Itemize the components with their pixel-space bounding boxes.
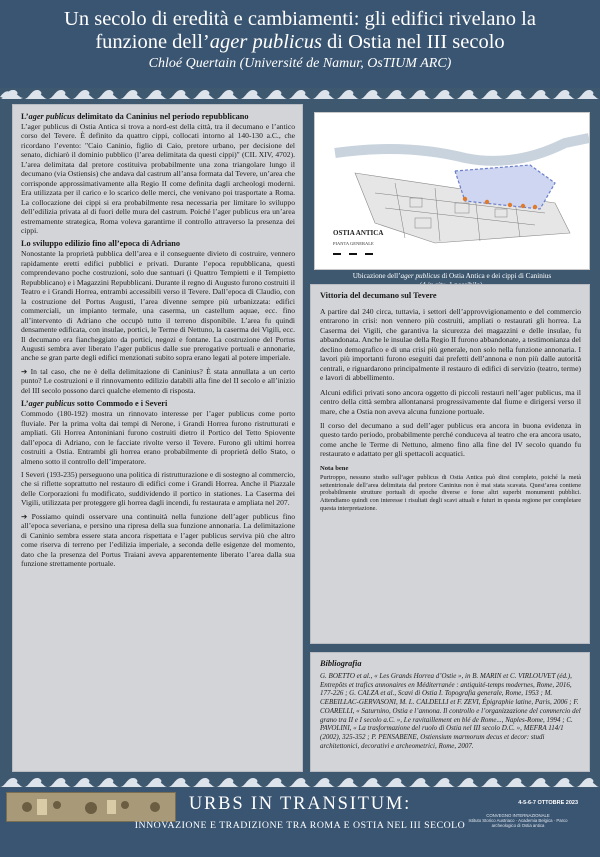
poster-footer bbox=[0, 788, 600, 857]
heading-emphasis: ager publicus bbox=[28, 112, 75, 121]
section-heading-severi bbox=[21, 399, 295, 409]
paragraph: Commodo (180-192) mostra un rinnovato interesse per l’ager publicus come porto fluviale. Per la prima volta dai tempi di Nerone, i Grandi Horrea furono ristrutturati e ampliati. Gli Horrea Antoniniani furono costruiti dietro il Portico del Tetto Spiovente dall’epoca di Adriano, con le facciate rivolte verso il Tevere. Furono gli ultimi horrea costruiti a Ostia. Entrambi gli horrea erano probabilmente di proprietà dello Stato, o almeno sotto il controllo dell’imperatore. bbox=[21, 409, 295, 466]
paragraph: L’ager publicus di Ostia Antica si trova a nord-est della città, tra il decumano e l’antico corso del Tevere. È definito da quattro cippi, collocati intorno al 140-130 a.C., che ricordano l’evento: "Caio Caninio, figlio di Caio, pretore urbano, per decisione del senato, dichiarò il dominio pubblico (l’area delimitata da questi cippi)" (CIL XIV, 4702). L’area delimitata dal pretore costituiva probabilmente una zona triangolare lungo il decumano (via Ostiensis) che andava dal castrum all’ansa formata dal Tevere, un’area che corrisponde approssimativamente alla Regio II come definita dagli archeologi moderni. Era utilizzata per il carico e lo scarico delle merci, che venivano poi trasportate a Roma. La collocazione dei cippi si era probabilmente resa necessaria per limitare lo sviluppo dell’edilizia privata al di fuori delle mura del castrum. Poiché l’ager publicus era un’area estremamente strategica, Roma voleva garantirne il controllo attraverso la presenza dei cippi. bbox=[21, 122, 295, 235]
left-text-panel bbox=[12, 104, 303, 772]
paragraph: I Severi (193-235) perseguono una politica di ristrutturazione e di sostegno al commercio, che si riflette soprattutto nel restauro di edifici come i Grandi Horrea. Anche il Piazzale delle Corporazioni fu modificato, suddividendo il portico in stationes. La Caserma dei Vigili, utilizzata per proteggere gli horrea dagli incendi, fu restaurata e ampliata nel 207. bbox=[21, 469, 295, 508]
caption-em: ager publicus bbox=[400, 272, 440, 280]
heading-emphasis: ager publicus bbox=[28, 399, 75, 409]
right-text-panel bbox=[310, 284, 590, 644]
title-part-em: ager publicus bbox=[209, 31, 322, 53]
paragraph: Il corso del decumano a sud dell’ager publicus era ancora in buona evidenza in questo tardo periodo, probabilmente perché conduceva al teatro che era ancora usato, come anche le Terme di Nettuno, almeno fino alla fine del IV secolo quando fu restaurato e adattato per gli spettacoli acquatici. bbox=[320, 420, 581, 459]
title-line-2 bbox=[0, 31, 600, 54]
wave-border-bottom bbox=[0, 776, 600, 788]
heading-suffix: sotto Commodo e i Severi bbox=[74, 399, 168, 409]
paragraph: Nonostante la proprietà pubblica dell’area e il conseguente divieto di costruire, vennero rapidamente eretti edifici pubblici e privati. Durante l’epoca repubblicana, questi comprendevano poche costruzioni, solo due santuari (i Quattro Tempietti e il Tempietto Repubblicano) e i Magazzini Repubblicani. Durante il regno di Augusto furono costruiti il Teatro e i Grandi Horrea, entrambi accessibili verso il Tevere. Dall’epoca di Claudio, con la costruzione del Portus Augusti, l’area divenne sempre più urbanizzata: edifici commerciali, un impianto termale, una caserma, un castellum aquae, ecc. fino all’intervento di Adriano che occupò tutto il terreno disponibile. L’area fu quindi densamente edificata, con insulae, portici, le Terme di Nettuno, la caserma dei Vigili, ecc. Il decumano era fiancheggiato da portici, negozi e fontane. La costruzione del Portus Augusti sembra aver liberato l’ager publicus dalle sue prerogative portuali e annonarie, anche se gran parte degli edifici menzionati subito sopra erano legati al potere imperiale. bbox=[21, 249, 295, 363]
organizers-line-2: Istituto Storico Austriaco · Academia Belgica · Parco archeologico di Ostia antica bbox=[468, 818, 568, 828]
note-title: Nota bene bbox=[320, 464, 349, 472]
paragraph: ➔ In tal caso, che ne è della delimitazione di Caninius? È stata annullata a un certo punto? Le costruzioni e il rinnovamento edilizio databili alla fine del II secolo e all’inizio del III secolo possono darci qualche elemento di risposta. bbox=[21, 366, 295, 395]
conference-dates: 4-5-6-7 OTTOBRE 2023 bbox=[518, 800, 578, 806]
heading-prefix: L’ bbox=[21, 399, 29, 409]
conference-tagline: INNOVAZIONE E TRADIZIONE TRA ROMA E OSTIA NEL III SECOLO bbox=[134, 820, 466, 831]
ostia-map bbox=[315, 113, 589, 269]
poster-author: Chloé Quertain (Université de Namur, OsTIUM ARC) bbox=[148, 56, 452, 71]
caption-text: Ubicazione dell’ bbox=[352, 272, 401, 280]
wave-border-top bbox=[0, 88, 600, 100]
conference-title: URBS IN TRANSITUM: bbox=[188, 794, 412, 814]
heading-prefix: L’ bbox=[21, 112, 29, 121]
bibliography-heading: Bibliografia bbox=[320, 659, 362, 668]
map-label: OSTIA ANTICA bbox=[333, 229, 384, 237]
paragraph: A partire dal 240 circa, tuttavia, i settori dell’approvvigionamento e del commercio entrarono in crisi: non vennero più costruiti, ampliati o restaurati gli horrea. La Caserma dei Vigili, che garantiva la sicurezza dei magazzini e delle insulae, fu abbandonata. Anche le insulae della Regio II furono abbandonate, a testimonianza del declino demografico e di una crisi più generale, non solo nella funzione annonaria. I lavori più importanti furono eseguiti dai prefetti dell’annona e non più dalle autorità centrali, e riguardarono principalmente il restauro di edifici di servizio (teatro, terme) e lavori di abbellimento. bbox=[320, 307, 581, 383]
paragraph: ➔ Possiamo quindi osservare una continuità nella funzione dell’ager publicus fino all’epoca severiana, e persino una ripresa della sua funzione annonaria. La delimitazione di Caninio sembra essere stata ancora rispettata e l’ager publicus serviva più che altro come riserva di terreno per l’edilizia imperiale, a seconda delle esigenze del momento, dato che la presenza del Portus Traiani aveva apparentemente liberato l’area dalla sua funzione strettamente portuale. bbox=[21, 511, 295, 569]
section-heading-caninius bbox=[21, 112, 295, 122]
conference-organizers bbox=[458, 813, 578, 828]
poster-header bbox=[0, 0, 600, 88]
title-line-1: Un secolo di eredità e cambiamenti: gli edifici rivelano la bbox=[64, 8, 536, 30]
bibliography-panel bbox=[310, 652, 590, 772]
heading-suffix: delimitato da Caninius nel periodo repubblicano bbox=[74, 112, 249, 121]
section-heading-adriano: Lo sviluppo edilizio fino all’epoca di Adriano bbox=[21, 239, 181, 249]
organizers-line-1: CONVEGNO INTERNAZIONALE bbox=[486, 813, 550, 818]
section-heading-decumano: Vittoria del decumano sul Tevere bbox=[320, 291, 437, 300]
note-text: Purtroppo, nessuno studio sull’ager publicus di Ostia Antica può dirsi completo, poiché la metà settentrionale dell’area delimitata dal pretore Caninius non è mai stata scavata. Quest’area contiene probabilmente strutture portuali di epoche diverse e forse altri superbi monumenti pubblici. Attendiamo quindi con interesse i risultati degli scavi attuali e futuri in questa regione per completare questa interpretazione. bbox=[320, 473, 581, 512]
map-sublabel: PIANTA GENERALE bbox=[333, 241, 374, 246]
caption-text: di Ostia Antica e dei cippi di Caninius bbox=[439, 272, 552, 280]
title-part-a: funzione dell’ bbox=[95, 31, 210, 53]
paragraph: Alcuni edifici privati sono ancora oggetto di piccoli restauri nell’ager publicus, ma il centro della città sembra allontanarsi progressivamente dal fiume e dirigersi verso il mare, che a Ostia non aveva alcuna funzione portuale. bbox=[320, 387, 581, 416]
caption-line-1 bbox=[314, 272, 590, 281]
ostia-map-figure bbox=[314, 112, 590, 270]
bibliography-text: G. BOETTO et al., « Les Grands Horrea d’Ostie », in B. MARIN et C. VIRLOUVET (éd.), Entrepôts et trafics annonaires en Méditerranée : antiquité-temps modernes, Rome, 2016, 177-226 ; G. CALZA et al., Scavi di Ostia I. Topografia generale, Rome, 1953 ; M. CEBEILLAC-GERVASONI, M. L. CALDELLI et F. ZEVI, Épigraphie latine, Paris, 2006 ; F. COARELLI, « Saturnino, Ostia e l’annona. Il controllo e l’organizzazione del commercio del grano tra II e I secolo a.C. », Le ravitaillement en blé de Rome..., Naples-Rome, 1994 ; C. PAVOLINI, « La trasformazione del ruolo di Ostia nel III secolo D.C. », MEFRA 114/1 (2002), 325-352 ; P. PENSABENE, Ostiensium marmorum decus et decor: studi architettonici, decorativi e archeometrici, Rome, 2007. bbox=[320, 672, 581, 750]
title-part-c: di Ostia nel III secolo bbox=[321, 31, 505, 53]
poster-title bbox=[0, 0, 600, 54]
